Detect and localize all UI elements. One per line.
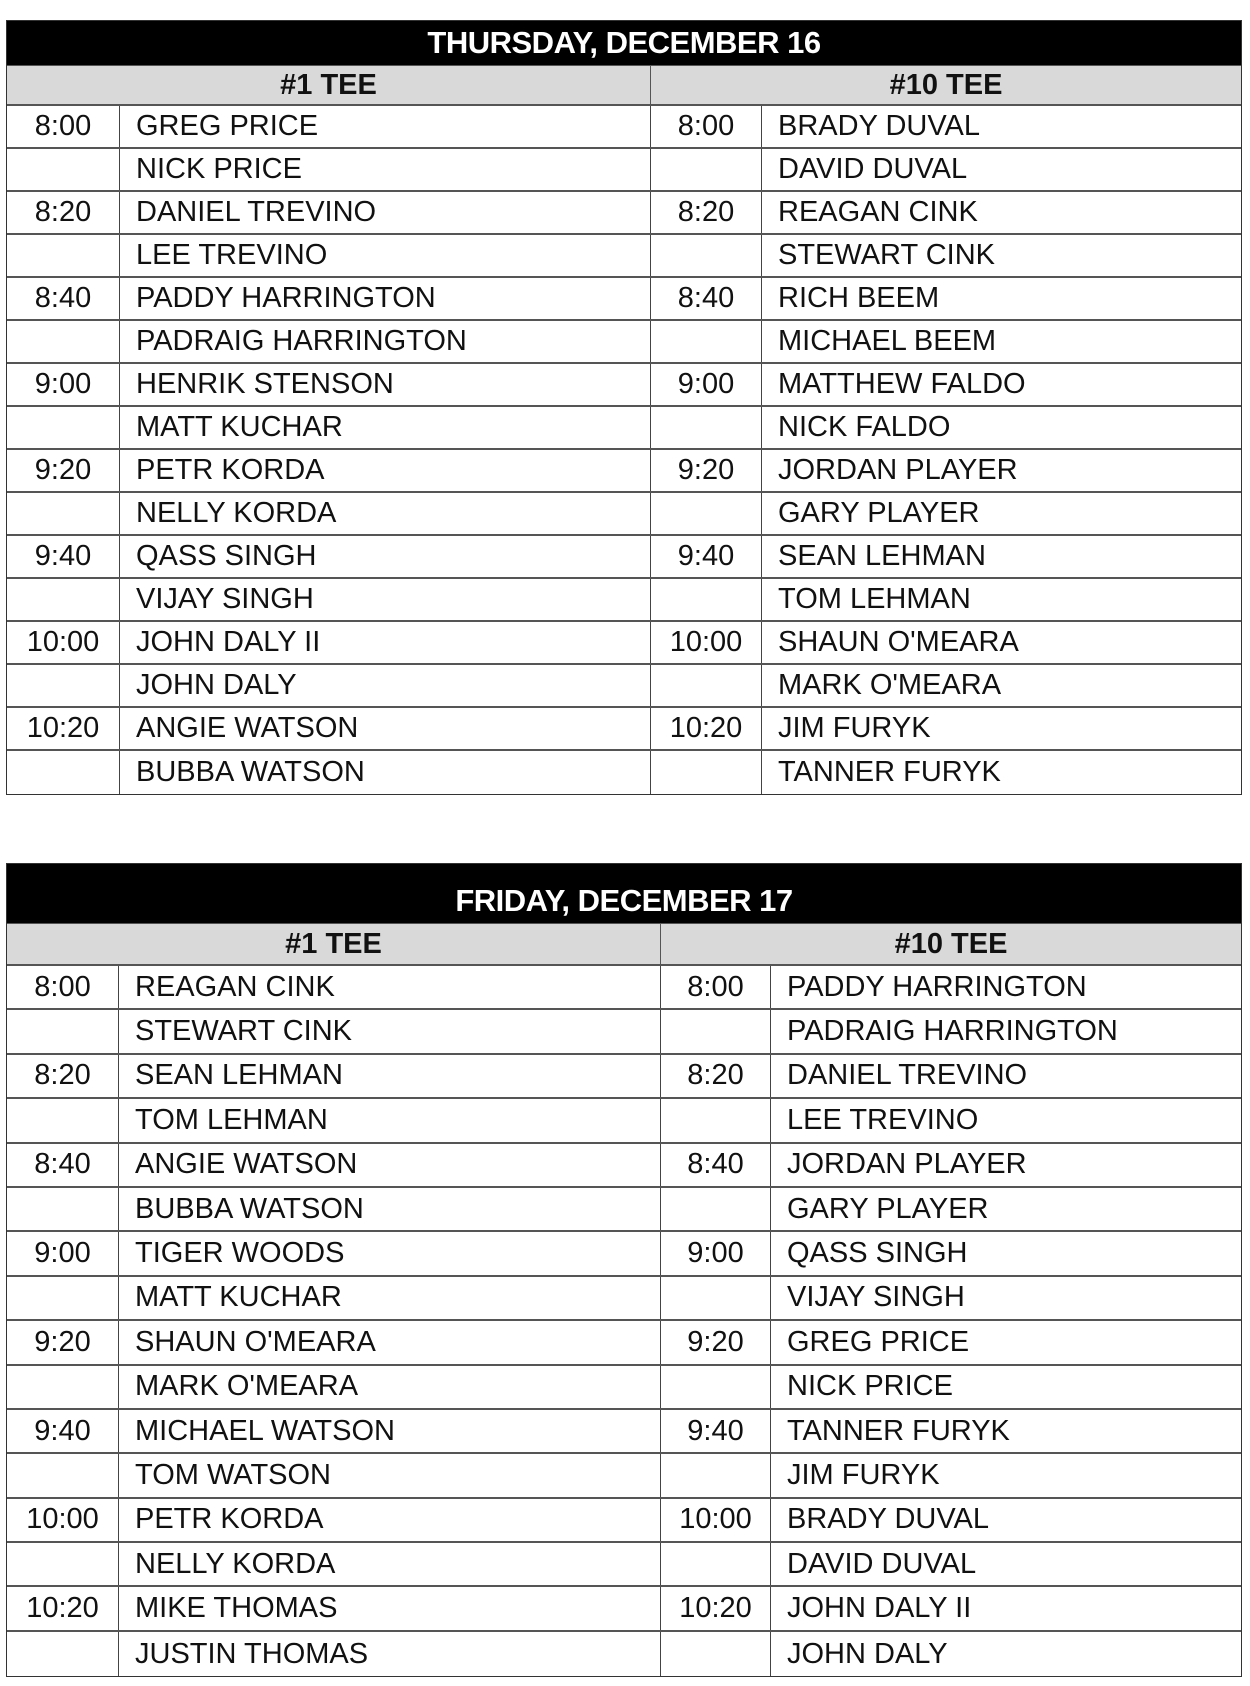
tee-10-time: [661, 1632, 771, 1676]
tee-10-time: [661, 1454, 771, 1496]
tee-10-player: NICK FALDO: [778, 411, 951, 443]
tee-1-time: [7, 1010, 119, 1052]
tee-10-time: [651, 493, 762, 534]
tee-1-player: JUSTIN THOMAS: [119, 1632, 661, 1676]
table-row: [7, 665, 1241, 708]
tee-1-player: PETR KORDA: [120, 450, 651, 491]
tee-1-player: ANGIE WATSON: [120, 708, 651, 749]
tee-1-time: 10:20: [7, 708, 120, 749]
tee-1-player: MICHAEL WATSON: [119, 1410, 661, 1452]
table-row: [7, 1232, 1241, 1276]
tee-1-time: 8:20: [7, 1055, 119, 1097]
tee-1-player: NELLY KORDA: [119, 1543, 661, 1585]
tee-1-player: PADDY HARRINGTON: [120, 278, 651, 319]
tee-1-player: HENRIK STENSON: [120, 364, 651, 405]
tee-1-player: BUBBA WATSON: [120, 751, 651, 794]
table-row: [7, 192, 1241, 235]
tee-1-time: 9:20: [7, 1321, 119, 1363]
tee-10-player: JIM FURYK: [778, 712, 931, 744]
tee-10-time: [661, 1188, 771, 1230]
table-row: [7, 106, 1241, 149]
tee-10-player: GARY PLAYER: [778, 497, 980, 529]
tee-1-time: 8:20: [7, 192, 120, 233]
table-row: [7, 1055, 1241, 1099]
tee-10-time: 8:00: [661, 966, 771, 1008]
table-row: [7, 149, 1241, 192]
tee-10-player: RICH BEEM: [778, 282, 940, 314]
tee-1-time: 9:00: [7, 364, 120, 405]
tee-10-player: JOHN DALY: [787, 1637, 948, 1670]
tee-1-time: 9:20: [7, 450, 120, 491]
tee-1-player: MARK O'MEARA: [119, 1366, 661, 1408]
table-row: [7, 1188, 1241, 1232]
tee-10-header: #10 TEE: [889, 68, 1003, 101]
tee-10-time: [651, 751, 762, 794]
tee-1-player: ANGIE WATSON: [119, 1144, 661, 1186]
day-header: FRIDAY, DECEMBER 17: [7, 864, 1241, 923]
table-row: [7, 1277, 1241, 1321]
table-row: [7, 450, 1241, 493]
tee-10-time: [651, 321, 762, 362]
tee-10-player: GREG PRICE: [787, 1325, 970, 1358]
tee-1-player: DANIEL TREVINO: [120, 192, 651, 233]
table-row: [7, 966, 1241, 1010]
tee-10-player: VIJAY SINGH: [787, 1281, 965, 1314]
tee-1-header: #1 TEE: [7, 66, 651, 104]
thursday-schedule-table: [6, 20, 1242, 795]
tee-1-time: 9:00: [7, 1232, 119, 1274]
tee-1-player: QASS SINGH: [120, 536, 651, 577]
friday-schedule-table: [6, 863, 1242, 1677]
tee-10-player: JORDAN PLAYER: [778, 454, 1018, 486]
tee-10-player: JORDAN PLAYER: [787, 1148, 1027, 1181]
table-row: [7, 1010, 1241, 1054]
tee-1-time: 10:20: [7, 1587, 119, 1629]
tee-10-time: 8:40: [661, 1144, 771, 1186]
tee-1-player: TOM WATSON: [119, 1454, 661, 1496]
tee-1-player: SHAUN O'MEARA: [119, 1321, 661, 1363]
tee-1-player: STEWART CINK: [119, 1010, 661, 1052]
tee-1-player: REAGAN CINK: [119, 966, 661, 1008]
tee-10-player: DAVID DUVAL: [787, 1547, 977, 1580]
tee-10-time: [661, 1277, 771, 1319]
tee-1-player: MATT KUCHAR: [119, 1277, 661, 1319]
tee-1-player: NICK PRICE: [120, 149, 651, 190]
tee-1-time: 8:40: [7, 278, 120, 319]
table-row: [7, 1099, 1241, 1143]
tee-10-player: BRADY DUVAL: [778, 110, 980, 142]
tee-10-time: 10:00: [661, 1499, 771, 1541]
tee-10-time: 8:40: [651, 278, 762, 319]
tee-10-time: 9:40: [651, 536, 762, 577]
tee-1-time: [7, 321, 120, 362]
table-row: [7, 364, 1241, 407]
tee-1-header: #1 TEE: [7, 924, 661, 964]
tee-1-player: TIGER WOODS: [119, 1232, 661, 1274]
table-row: [7, 1144, 1241, 1188]
table-row: [7, 321, 1241, 364]
tee-10-time: 10:20: [651, 708, 762, 749]
tee-10-header: #10 TEE: [894, 927, 1008, 960]
tee-1-player: BUBBA WATSON: [119, 1188, 661, 1230]
table-row: [7, 1321, 1241, 1365]
table-row: [7, 708, 1241, 751]
table-row: [7, 278, 1241, 321]
table-row: [7, 235, 1241, 278]
tee-1-time: [7, 493, 120, 534]
tee-10-time: 8:00: [651, 106, 762, 147]
tee-1-time: 8:00: [7, 106, 120, 147]
tee-1-time: 8:40: [7, 1144, 119, 1186]
tee-1-player: NELLY KORDA: [120, 493, 651, 534]
tee-10-player: GARY PLAYER: [787, 1192, 989, 1225]
table-row: [7, 1632, 1241, 1676]
tee-10-player: PADRAIG HARRINGTON: [787, 1015, 1118, 1048]
tee-10-player: TOM LEHMAN: [778, 583, 971, 615]
tee-1-player: JOHN DALY: [120, 665, 651, 706]
tee-10-time: [651, 665, 762, 706]
tee-1-time: [7, 579, 120, 620]
tee-10-time: 9:20: [651, 450, 762, 491]
table-row: [7, 536, 1241, 579]
tee-1-time: 9:40: [7, 1410, 119, 1452]
tee-header-row: [7, 923, 1241, 966]
tee-10-time: [651, 149, 762, 190]
tee-10-player: QASS SINGH: [787, 1237, 968, 1270]
table-row: [7, 407, 1241, 450]
table-row: [7, 751, 1241, 794]
tee-10-player: MARK O'MEARA: [778, 669, 1002, 701]
tee-1-time: [7, 1099, 119, 1141]
table-row: [7, 622, 1241, 665]
tee-10-time: [661, 1366, 771, 1408]
table-row: [7, 1454, 1241, 1498]
tee-10-time: 9:40: [661, 1410, 771, 1452]
tee-10-player: SHAUN O'MEARA: [778, 626, 1019, 658]
tee-1-player: VIJAY SINGH: [120, 579, 651, 620]
tee-10-player: JOHN DALY II: [787, 1592, 972, 1625]
day-header: THURSDAY, DECEMBER 16: [7, 21, 1241, 65]
tee-1-time: 10:00: [7, 622, 120, 663]
tee-10-player: SEAN LEHMAN: [778, 540, 986, 572]
tee-1-time: [7, 1188, 119, 1230]
tee-10-time: 8:20: [651, 192, 762, 233]
tee-1-time: [7, 751, 120, 794]
table-row: [7, 579, 1241, 622]
tee-1-player: SEAN LEHMAN: [119, 1055, 661, 1097]
tee-10-time: [651, 579, 762, 620]
tee-1-time: [7, 1454, 119, 1496]
tee-10-player: TANNER FURYK: [787, 1414, 1010, 1447]
tee-10-player: TANNER FURYK: [778, 756, 1001, 788]
tee-1-time: [7, 1366, 119, 1408]
tee-10-time: [661, 1543, 771, 1585]
tee-10-player: STEWART CINK: [778, 239, 995, 271]
tee-10-time: [661, 1099, 771, 1141]
tee-1-player: PETR KORDA: [119, 1499, 661, 1541]
tee-1-time: [7, 149, 120, 190]
table-row: [7, 1543, 1241, 1587]
tee-10-time: [651, 235, 762, 276]
tee-1-player: MIKE THOMAS: [119, 1587, 661, 1629]
tee-10-player: BRADY DUVAL: [787, 1503, 989, 1536]
tee-1-time: [7, 665, 120, 706]
tee-1-time: 10:00: [7, 1499, 119, 1541]
tee-1-time: [7, 1632, 119, 1676]
tee-10-player: PADDY HARRINGTON: [787, 970, 1087, 1003]
table-row: [7, 1587, 1241, 1631]
tee-10-player: DANIEL TREVINO: [787, 1059, 1028, 1092]
tee-10-player: NICK PRICE: [787, 1370, 953, 1403]
tee-1-player: TOM LEHMAN: [119, 1099, 661, 1141]
tee-1-player: GREG PRICE: [120, 106, 651, 147]
tee-1-player: MATT KUCHAR: [120, 407, 651, 448]
tee-10-player: LEE TREVINO: [787, 1103, 979, 1136]
tee-1-time: [7, 235, 120, 276]
tee-10-time: 10:20: [661, 1587, 771, 1629]
table-row: [7, 493, 1241, 536]
tee-10-time: 9:20: [661, 1321, 771, 1363]
tee-10-player: REAGAN CINK: [778, 196, 978, 228]
tee-10-time: 9:00: [661, 1232, 771, 1274]
tee-10-time: [661, 1010, 771, 1052]
table-row: [7, 1410, 1241, 1454]
table-row: [7, 1366, 1241, 1410]
table-row: [7, 1499, 1241, 1543]
tee-1-time: 9:40: [7, 536, 120, 577]
tee-10-player: MICHAEL BEEM: [778, 325, 997, 357]
tee-10-player: DAVID DUVAL: [778, 153, 968, 185]
tee-10-time: 8:20: [661, 1055, 771, 1097]
tee-1-time: [7, 1277, 119, 1319]
tee-header-row: [7, 65, 1241, 106]
tee-10-time: 9:00: [651, 364, 762, 405]
tee-10-player: JIM FURYK: [787, 1458, 940, 1491]
tee-1-time: [7, 1543, 119, 1585]
tee-1-time: [7, 407, 120, 448]
tee-10-time: [651, 407, 762, 448]
tee-10-time: 10:00: [651, 622, 762, 663]
tee-1-player: JOHN DALY II: [120, 622, 651, 663]
tee-1-player: PADRAIG HARRINGTON: [120, 321, 651, 362]
tee-1-time: 8:00: [7, 966, 119, 1008]
tee-1-player: LEE TREVINO: [120, 235, 651, 276]
tee-10-player: MATTHEW FALDO: [778, 368, 1026, 400]
